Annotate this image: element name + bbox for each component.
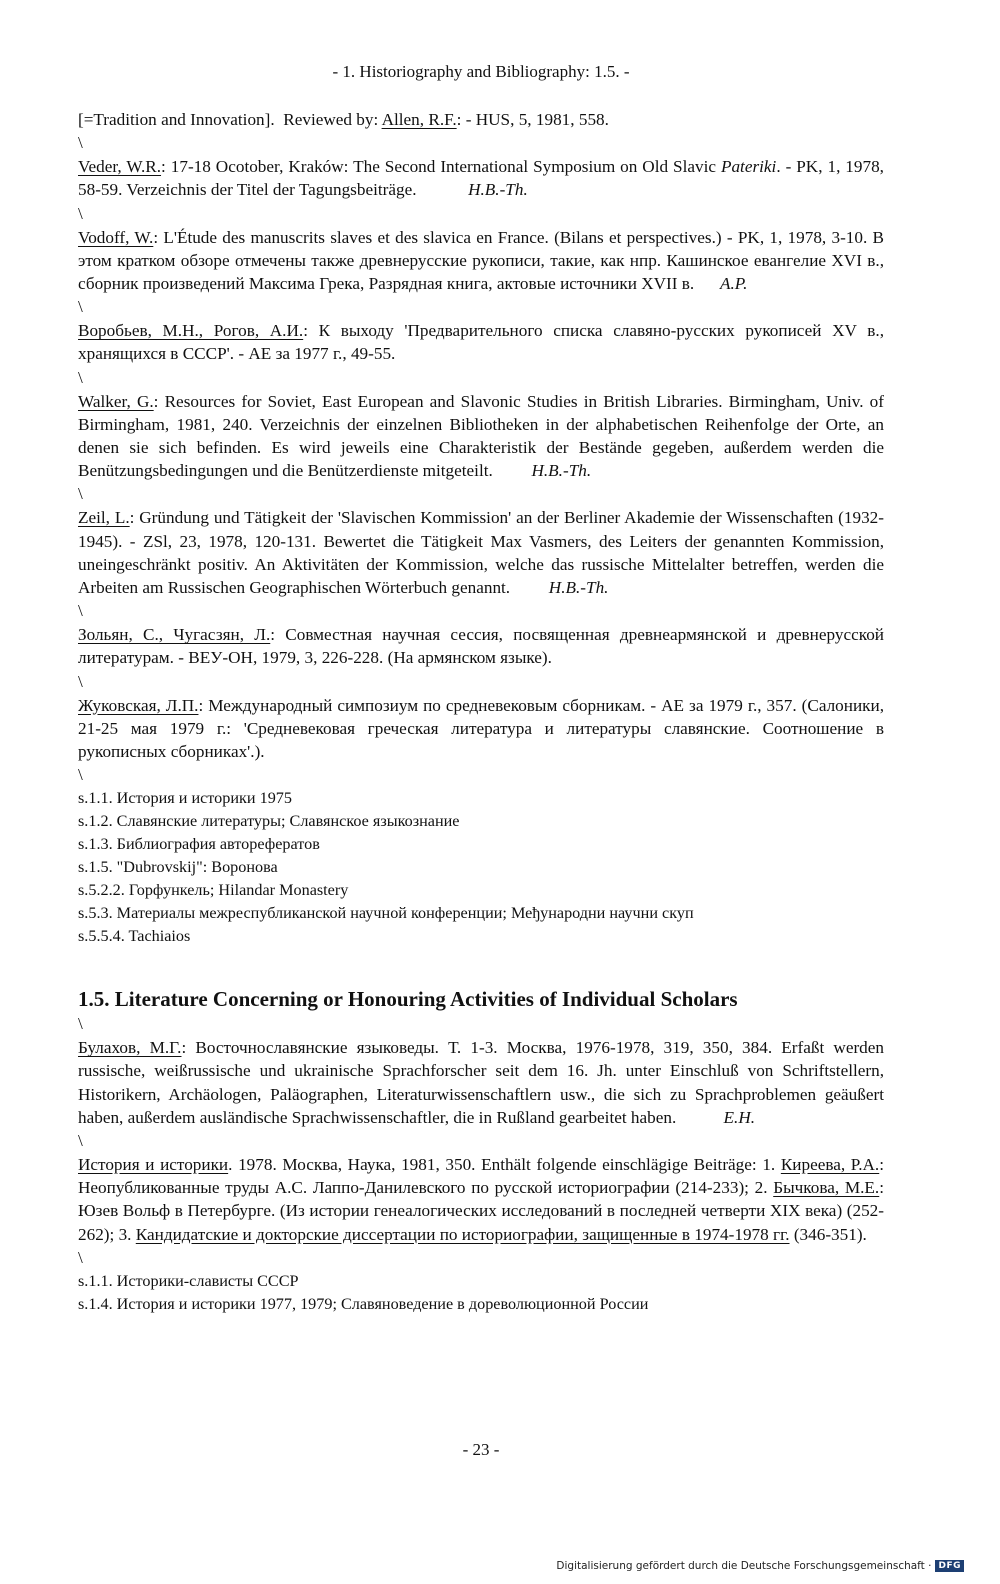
entry-text: : К выходу 'Предварительного списка славяно-русских рукописей XV в., хранящихся в СССР'. - АЕ за 1977 г., 49-55. [78, 321, 884, 364]
reviewer-signature: E.H. [723, 1107, 756, 1127]
entry-text: . 1978. Москва, Наука, 1981, 350. Enthält folgende einschlägige Beiträge: 1. [228, 1155, 781, 1175]
entry-text: : L'Étude des manuscrits slaves et des slavica en France. (Bilans et perspectives.) - PK, 1, 1978, 3-10. В этом кратком обзоре отмечены также древнерусские рукописи, такие, как нпр. Кашинское евангелие XVI в., сборник произведений Максима Грека, Разрядная книга, актовые источники XVII в. [78, 227, 885, 294]
entry-author: Vodoff, W. [78, 227, 154, 247]
xref-line: s.1.4. История и историки 1977, 1979; Славяноведение в дореволюционной России [78, 1294, 649, 1313]
entry-text: : Восточнославянские языковеды. Т. 1-3. Москва, 1976-1978, 319, 350, 384. Erfaßt werden russische, weißrussische und ukrainische Sprachforscher seit dem 16. Jh. unter Einschluß von Schriftstellern, Historikern, Archäologen, Paläographen, Literaturwissenschaftlern usw., die sich zu Sprachproblemen geäußert haben, außerdem ausländische Sprachwissenschaftler, die in Rußland gearbeitet haben. [78, 1038, 884, 1127]
separator: \ [78, 671, 83, 691]
entry-title: История и историки [78, 1155, 229, 1175]
separator: \ [78, 297, 83, 317]
running-header: - 1. Historiography and Bibliography: 1.5. - [332, 62, 630, 81]
entry-author: Zeil, L. [78, 508, 130, 528]
entry-veder [78, 155, 884, 201]
entry-author: Воробьев, М.Н., Рогов, А.И. [78, 321, 304, 341]
xref-line: s.5.2.2. Горфункель; Hilandar Monastery [78, 881, 349, 900]
entry-text: : Resources for Soviet, East European and Slavonic Studies in British Libraries. Birmingham, Univ. of Birmingham, 1981, 240. Verzeichnis der einzelnen Bibliotheken in der alphabetischen Reihenfolge der Orte, an denen sie sich befinden. Es wird jeweils eine Charakteristik der Bestände gegeben, außerdem werden die Benützungsbedingungen und die Benützerdienste mitgeteilt. [78, 391, 884, 481]
xref-line: s.1.1. История и историки 1975 [78, 789, 292, 808]
xref-line: s.1.3. Библиография авторефератов [78, 835, 320, 854]
reviewer-signature: H.B.-Th. [548, 578, 609, 598]
cross-references [78, 787, 884, 948]
page-body [78, 108, 884, 1316]
entry-author: Жуковская, Л.П. [78, 695, 199, 715]
entry-allen [78, 108, 884, 131]
entry-text: . - PK, 1, 1978, 58-59. Verzeichnis der Titel der Tagungsbeiträge. [78, 157, 884, 200]
entry-text: (346-351). [789, 1224, 867, 1244]
entry-text: : Неопубликованные труды А.С. Лаппо-Данилевского по русской историографии (214-233); 2. [78, 1155, 885, 1198]
entry-istoriya [78, 1153, 884, 1246]
entry-author: Allen, R.F. [381, 110, 457, 129]
separator: \ [78, 765, 83, 785]
xref-line: s.5.5.4. Tachiaios [78, 927, 191, 946]
separator: \ [78, 484, 83, 504]
entry-prefix: [=Tradition and Innovation]. Reviewed by: [78, 110, 382, 129]
entry-author: Киреева, Р.А. [780, 1155, 880, 1175]
section-heading: 1.5. Literature Concerning or Honouring Activities of Individual Scholars [78, 987, 738, 1012]
entry-text: : Совместная научная сессия, посвященная древнеармянской и древнерусской литературам. - ВЕУ-ОН, 1979, 3, 226-228. (На армянском языке). [78, 625, 884, 668]
entry-zeil [78, 506, 884, 599]
entry-vorobiev [78, 319, 884, 365]
entry-bulakhov [78, 1036, 884, 1129]
entry-text: : 17-18 Ocotober, Kraków: The Second International Symposium on Old Slavic [161, 157, 721, 177]
xref-line: s.5.3. Материалы межреспубликанской научной конференции; Међународни научни скуп [78, 904, 694, 923]
page-number: - 23 - [462, 1440, 500, 1459]
entry-author: Зольян, С., Чугасзян, Л. [78, 625, 271, 645]
entry-zolian [78, 623, 884, 669]
xref-line: s.1.2. Славянские литературы; Славянское языкознание [78, 812, 460, 831]
xref-line: s.1.1. Историки-слависты СССР [78, 1271, 299, 1290]
separator: \ [78, 1247, 83, 1267]
footer-text: Digitalisierung gefördert durch die Deutsche Forschungsgemeinschaft · [556, 1560, 932, 1572]
entry-zhukovskaya [78, 694, 884, 764]
dfg-logo: DFG [935, 1560, 964, 1572]
separator: \ [78, 1014, 83, 1034]
separator: \ [78, 203, 83, 223]
entry-title: Кандидатские и докторские диссертации по историографии, защищенные в 1974-1978 гг. [135, 1224, 790, 1244]
separator: \ [78, 601, 83, 621]
entry-text: : Юзев Вольф в Петербурге. (Из истории генеалогических исследований в последней четверти XIX века) (252-262); 3. [78, 1178, 884, 1244]
xref-line: s.1.5. "Dubrovskij": Воронова [78, 858, 278, 877]
entry-author: Veder, W.R. [78, 157, 162, 177]
entry-text: : Международный симпозиум по средневековым сборникам. - АЕ за 1979 г., 357. (Салоники, 21-25 мая 1979 г.: 'Средневековая греческая литература и литературы славянские. Соотношение в рукописных сборниках'.). [78, 695, 885, 762]
reviewer-signature: H.B.-Th. [468, 180, 528, 200]
separator: \ [78, 367, 83, 387]
entry-author: Walker, G. [78, 391, 154, 411]
entry-text: : Gründung und Tätigkeit der 'Slavischen Kommission' an der Berliner Akademie der Wissenschaften (1932-1945). - ZSl, 23, 1978, 120-131. Bewertet die Tätigkeit Max Vasmers, des Leiters der genannten Kommission, uneingeschränkt positiv. An Aktivitäten der Kommission, welche das russische Mittelalter betreffen, werden die Arbeiten am Russischen Geographischen Wörterbuch genannt. [78, 508, 884, 598]
separator: \ [78, 1131, 83, 1151]
digitization-footer [556, 1560, 964, 1572]
entry-vodoff [78, 226, 884, 296]
entry-italic: Pateriki [720, 157, 777, 177]
entry-author: Бычкова, М.Е. [773, 1178, 880, 1198]
cross-references [78, 1270, 884, 1316]
entry-author: Булахов, М.Г. [78, 1038, 182, 1058]
entry-text: : - HUS, 5, 1981, 558. [456, 110, 609, 129]
entry-walker [78, 390, 884, 483]
reviewer-signature: H.B.-Th. [531, 461, 592, 481]
reviewer-signature: A.P. [720, 274, 748, 294]
separator: \ [78, 133, 83, 153]
